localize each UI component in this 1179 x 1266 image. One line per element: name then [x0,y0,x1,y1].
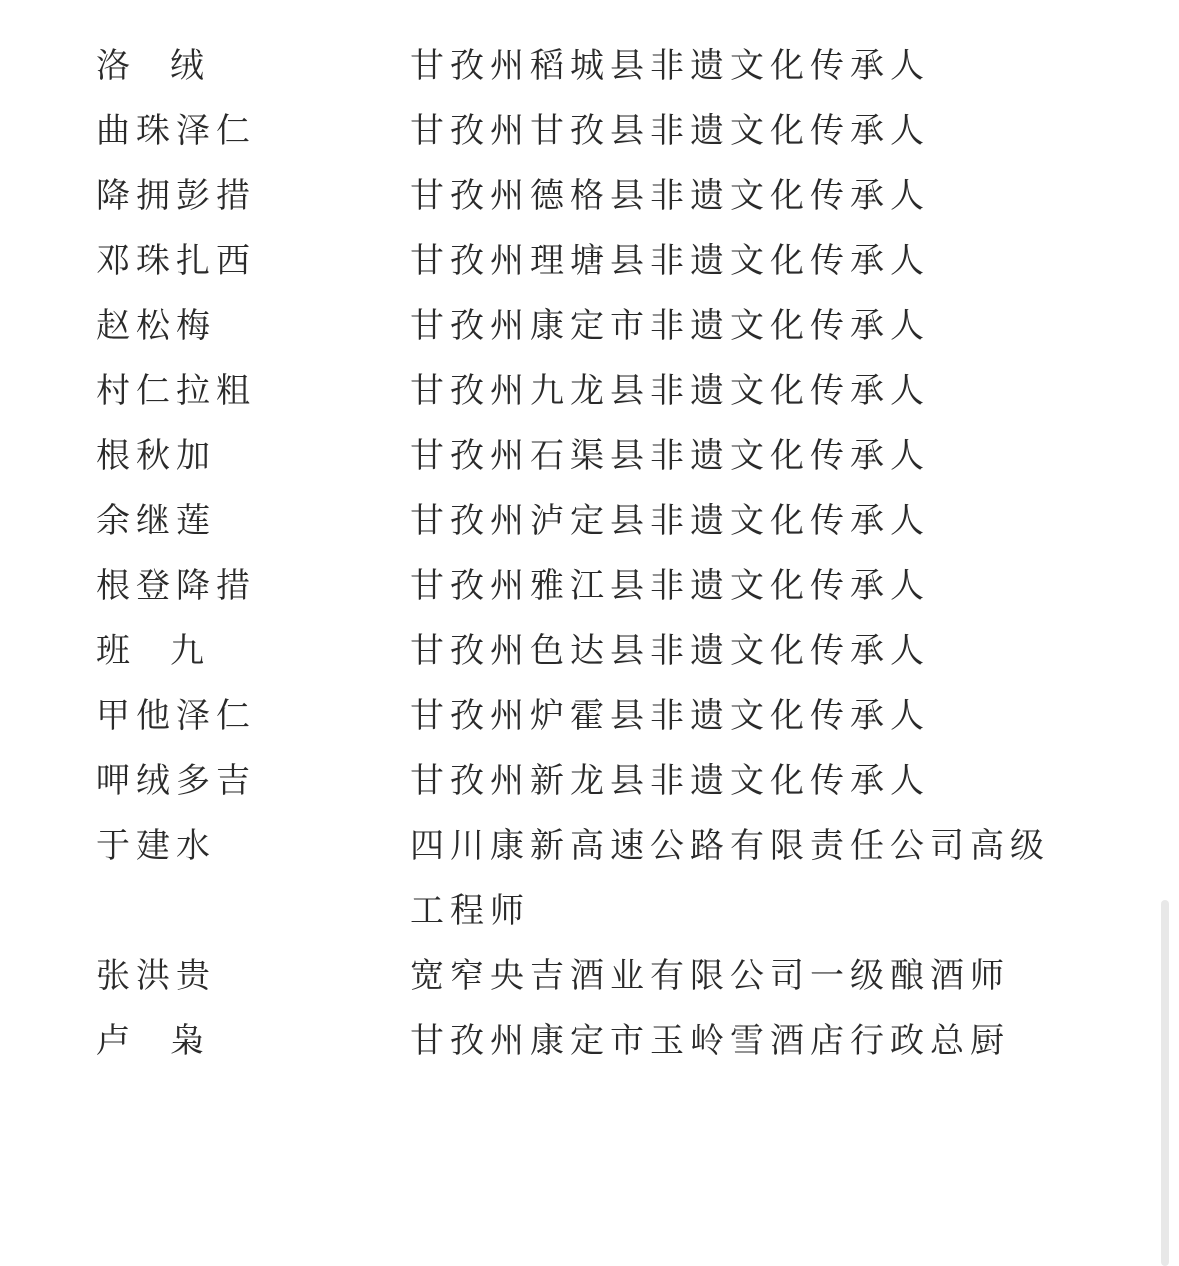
person-name: 余继莲 [96,501,216,541]
person-title [410,944,1096,1009]
list-item [96,489,1096,554]
list-item [96,684,1096,749]
title-line: 甘孜州理塘县非遗文化传承人 [410,241,930,281]
list-item [96,359,1096,424]
person-name: 村仁拉粗 [96,371,256,411]
list-item [96,619,1096,684]
title-line: 甘孜州德格县非遗文化传承人 [410,176,930,216]
list-item [96,749,1096,814]
person-name: 呷绒多吉 [96,761,256,801]
person-name: 邓珠扎西 [96,241,256,281]
person-name: 甲他泽仁 [96,696,256,736]
title-line: 甘孜州九龙县非遗文化传承人 [410,371,930,411]
person-title [410,424,1096,489]
list-item [96,1009,1096,1074]
title-line: 甘孜州康定市非遗文化传承人 [410,306,930,346]
person-name: 张洪贵 [96,956,216,996]
person-title [410,814,1096,944]
list-item [96,294,1096,359]
person-name: 卢枭 [96,1021,244,1061]
title-line: 甘孜州雅江县非遗文化传承人 [410,566,930,606]
person-name: 赵松梅 [96,306,216,346]
title-line: 四川康新高速公路有限责任公司高级 [410,826,1050,866]
person-title [410,1009,1096,1074]
title-line: 甘孜州炉霍县非遗文化传承人 [410,696,930,736]
person-title [410,294,1096,359]
list-item [96,99,1096,164]
title-line: 工程师 [410,891,530,931]
person-title [410,34,1096,99]
person-name: 班九 [96,631,244,671]
title-line: 甘孜州石渠县非遗文化传承人 [410,436,930,476]
person-title [410,684,1096,749]
honoree-list [96,34,1096,1074]
person-title [410,554,1096,619]
person-title [410,164,1096,229]
person-title [410,749,1096,814]
title-line: 甘孜州甘孜县非遗文化传承人 [410,111,930,151]
person-name: 洛绒 [96,46,244,86]
person-name: 根秋加 [96,436,216,476]
scrollbar[interactable] [1161,900,1169,1266]
list-item [96,34,1096,99]
person-name: 于建水 [96,826,216,866]
list-item [96,944,1096,1009]
title-line: 甘孜州泸定县非遗文化传承人 [410,501,930,541]
list-item [96,229,1096,294]
list-item [96,424,1096,489]
title-line: 甘孜州康定市玉岭雪酒店行政总厨 [410,1021,1010,1061]
person-name: 降拥彭措 [96,176,256,216]
person-title [410,489,1096,554]
title-line: 宽窄央吉酒业有限公司一级酿酒师 [410,956,1010,996]
person-title [410,99,1096,164]
person-title [410,619,1096,684]
title-line: 甘孜州色达县非遗文化传承人 [410,631,930,671]
person-name: 曲珠泽仁 [96,111,256,151]
title-line: 甘孜州稻城县非遗文化传承人 [410,46,930,86]
list-item [96,554,1096,619]
person-name: 根登降措 [96,566,256,606]
person-title [410,359,1096,424]
list-item [96,164,1096,229]
title-line: 甘孜州新龙县非遗文化传承人 [410,761,930,801]
list-item [96,814,1096,944]
person-title [410,229,1096,294]
